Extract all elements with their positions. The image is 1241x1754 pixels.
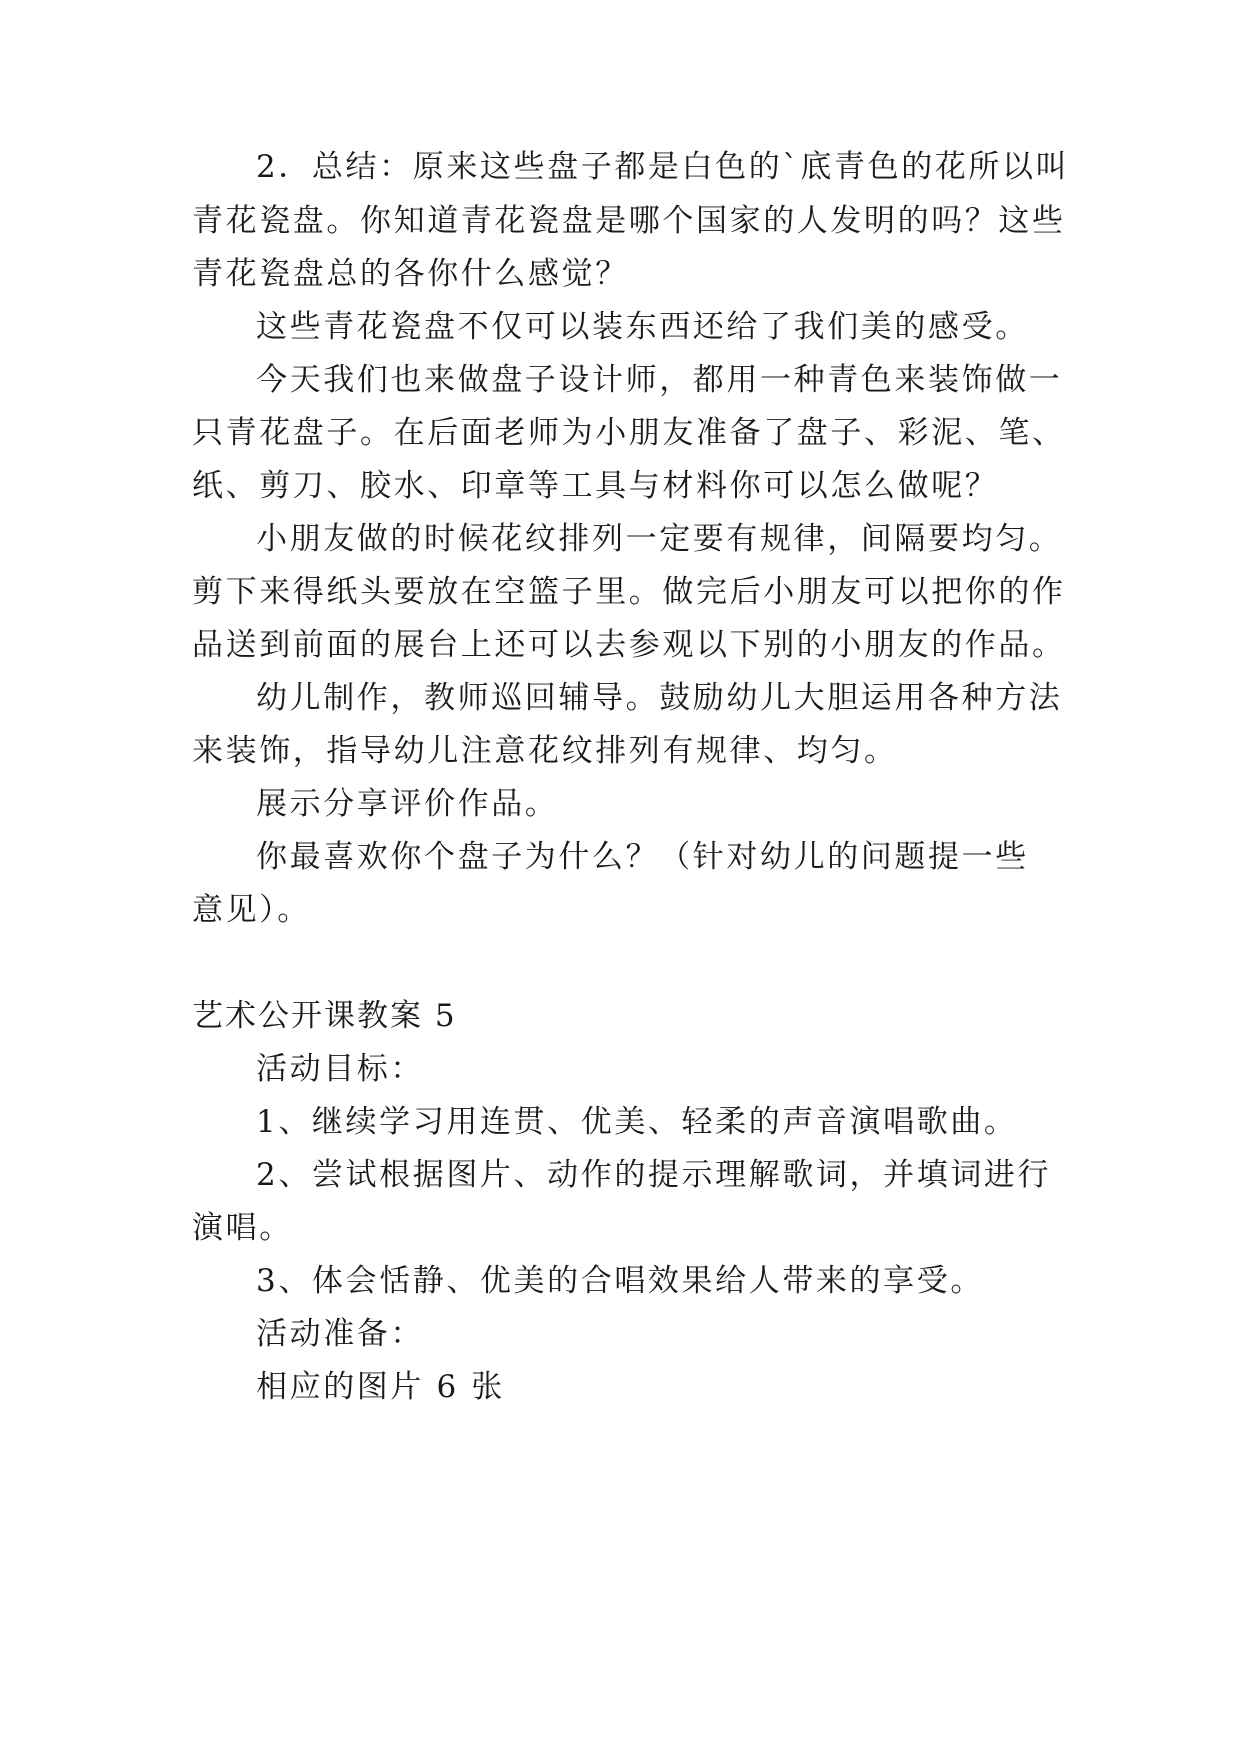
goal-item-2-line-1: 2、尝试根据图片、动作的提示理解歌词，并填词进行 <box>256 1157 1052 1193</box>
preparation-label: 活动准备： <box>256 1316 424 1352</box>
paragraph-beauty: 这些青花瓷盘不仅可以装东西还给了我们美的感受。 <box>256 309 1029 345</box>
goal-item-1: 1、继续学习用连贯、优美、轻柔的声音演唱歌曲。 <box>256 1104 1018 1140</box>
goal-item-3: 3、体会恬静、优美的合唱效果给人带来的享受。 <box>256 1263 984 1299</box>
paragraph-summary-line-2: 青花瓷盘。你知道青花瓷盘是哪个国家的人发明的吗？这些 <box>192 203 1066 239</box>
paragraph-designer-line-3: 纸、剪刀、胶水、印章等工具与材料你可以怎么做呢？ <box>192 468 999 504</box>
paragraph-designer-line-2: 只青花盘子。在后面老师为小朋友准备了盘子、彩泥、笔、 <box>192 415 1066 451</box>
paragraph-question-line-1: 你最喜欢你个盘子为什么？（针对幼儿的问题提一些 <box>256 839 1029 875</box>
paragraph-display: 展示分享评价作品。 <box>256 786 559 822</box>
paragraph-making-line-1: 幼儿制作，教师巡回辅导。鼓励幼儿大胆运用各种方法 <box>256 680 1063 716</box>
paragraph-summary-line-3: 青花瓷盘总的各你什么感觉？ <box>192 256 629 292</box>
paragraph-designer-line-1: 今天我们也来做盘子设计师，都用一种青色来装饰做一 <box>256 362 1063 398</box>
paragraph-pattern-line-3: 品送到前面的展台上还可以去参观以下别的小朋友的作品。 <box>192 627 1066 663</box>
preparation-item-1: 相应的图片 6 张 <box>256 1369 505 1405</box>
goals-label: 活动目标： <box>256 1051 424 1087</box>
paragraph-question-line-2: 意见）。 <box>192 892 311 928</box>
section-heading: 艺术公开课教案 5 <box>192 998 457 1034</box>
paragraph-summary-line-1: 2．总结：原来这些盘子都是白色的`底青色的花所以叫 <box>256 149 1070 185</box>
paragraph-making-line-2: 来装饰，指导幼儿注意花纹排列有规律、均匀。 <box>192 733 898 769</box>
paragraph-pattern-line-2: 剪下来得纸头要放在空篮子里。做完后小朋友可以把你的作 <box>192 574 1066 610</box>
paragraph-pattern-line-1: 小朋友做的时候花纹排列一定要有规律，间隔要均匀。 <box>256 521 1063 557</box>
goal-item-2-line-2: 演唱。 <box>192 1210 293 1246</box>
